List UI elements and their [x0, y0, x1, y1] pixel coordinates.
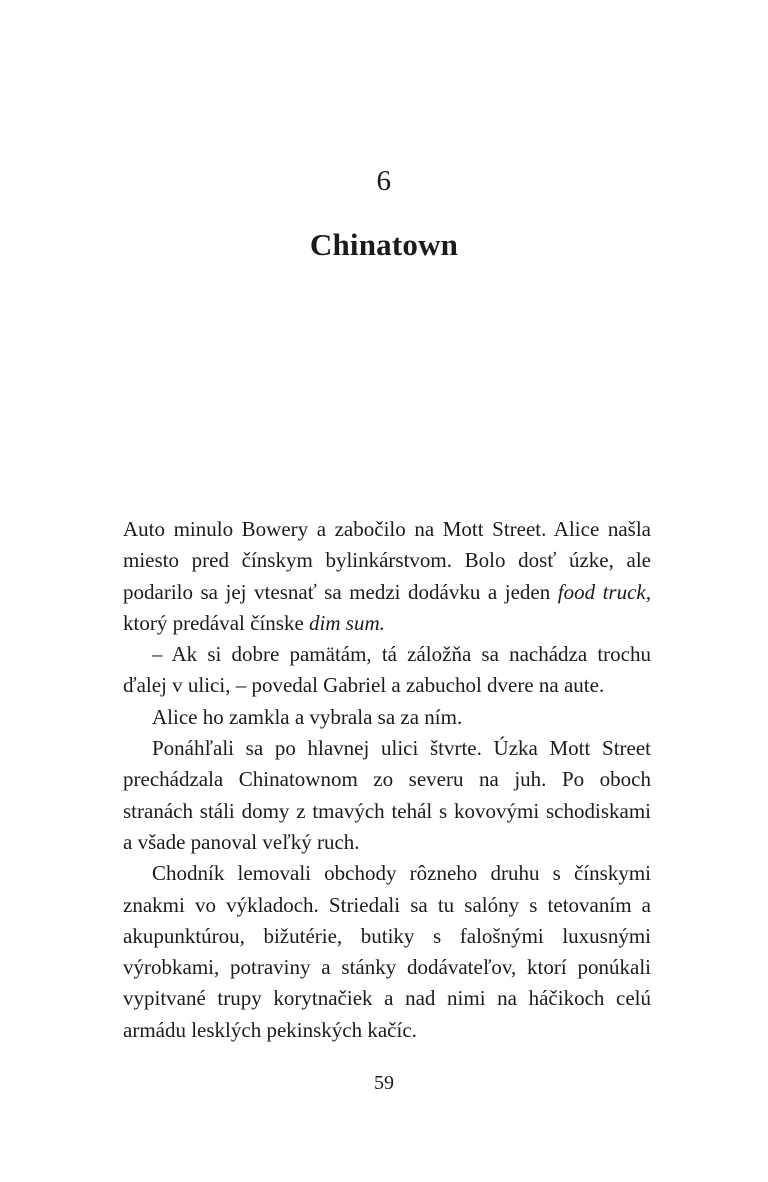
- paragraph: [123, 639, 651, 702]
- page-number: 59: [374, 1072, 394, 1094]
- text-run: Chodník lemovali obchody rôzneho druhu s čínskymi znakmi vo výkladoch. Striedali sa tu salóny s tetovaním a akupunktúrou, bižutérie, butiky s falošnými luxusnými výrobkami, potraviny a stánky dodávateľov, ktorí ponúkali vypitvané trupy korytnačiek a nad nimi na háčikoch celú armádu lesklých pekinských kačíc.: [123, 861, 651, 1042]
- paragraph: [123, 702, 651, 733]
- page-footer: [0, 1072, 768, 1095]
- italic-text-run: food truck,: [557, 579, 651, 604]
- paragraph: [123, 858, 651, 1046]
- text-run: ktorý predával čínske: [123, 610, 310, 635]
- chapter-number: 6: [376, 165, 392, 197]
- text-run: – Ak si dobre pamätám, tá záložňa sa nachádza trochu ďalej v ulici, – povedal Gabriel a zabuchol dvere na aute.: [123, 642, 651, 698]
- chapter-title: Chinatown: [309, 227, 459, 262]
- text-run: Auto minulo Bowery a zabočilo na Mott Street. Alice našla miesto pred čínskym bylinkárstvom. Bolo dosť úzke, ale podarilo sa jej vtesnať sa medzi dodávku a jeden: [123, 517, 651, 604]
- paragraph: [123, 733, 651, 858]
- text-run: Alice ho zamkla a vybrala sa za ním.: [152, 704, 463, 729]
- body-text: [123, 514, 651, 1046]
- paragraph: [123, 514, 651, 639]
- text-run: Ponáhľali sa po hlavnej ulici štvrte. Úzka Mott Street prechádzala Chinatownom zo severu na juh. Po oboch stranách stáli domy z tmavých tehál s kovovými schodiskami a všade panoval veľký ruch.: [123, 736, 651, 854]
- italic-text-run: dim sum.: [309, 610, 385, 635]
